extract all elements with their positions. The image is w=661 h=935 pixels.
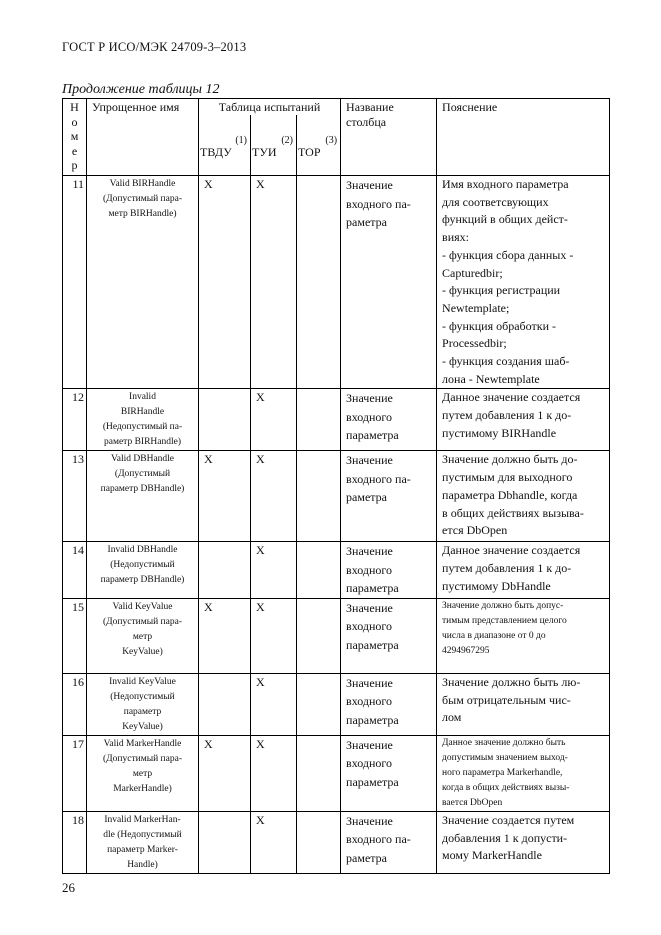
test-mark-1 [199, 811, 251, 873]
header-num-letter: р [71, 158, 78, 172]
column-name-line: параметра [346, 637, 399, 652]
column-name-line: входного па- [346, 832, 411, 847]
test-mark-2: X [251, 451, 297, 542]
column-name-line: раметра [346, 850, 387, 865]
row-number: 16 [63, 673, 87, 735]
row-simplified-name [87, 735, 199, 811]
row-number: 15 [63, 598, 87, 673]
name-line: раметр BIRHandle) [103, 437, 182, 448]
test-mark-3 [297, 542, 341, 599]
name-line: параметр Marker- [107, 844, 178, 855]
name-line: параметр [123, 706, 162, 717]
row-column-name [341, 389, 437, 451]
explanation-line: - функция обработки - [442, 318, 556, 333]
document-header: ГОСТ Р ИСО/МЭК 24709-3–2013 [62, 40, 247, 54]
column-name-line: входного [346, 409, 393, 424]
name-line: BIRHandle [120, 407, 165, 418]
row-simplified-name [87, 811, 199, 873]
table-row [63, 673, 610, 735]
column-name-line: входного [346, 619, 393, 634]
tests-table [62, 98, 610, 874]
explanation-line: допустимым значением выход- [442, 752, 568, 763]
column-name-line: Значение [346, 178, 393, 192]
column-name-line: Значение [346, 453, 393, 468]
name-line: (Допустимый [114, 469, 171, 480]
row-explanation [437, 735, 610, 811]
column-name-line: Значение [346, 544, 393, 559]
name-line: Invalid [129, 392, 156, 403]
explanation-line: числа в диапазоне от 0 до [442, 630, 546, 641]
row-column-name [341, 673, 437, 735]
explanation-line: вается DbOpen [442, 797, 503, 808]
test-footnote: (1) [235, 135, 247, 146]
explanation-line: - функция сбора данных - [442, 247, 574, 262]
test-mark-3 [297, 811, 341, 873]
row-explanation [437, 598, 610, 673]
name-line: (Допустимый пара- [103, 753, 182, 764]
test-mark-1 [199, 673, 251, 735]
column-name-line: Значение [346, 391, 393, 406]
table-caption: Продолжение таблицы 12 [62, 82, 220, 97]
row-number: 13 [63, 451, 87, 542]
column-name-line: раметра [346, 490, 387, 505]
row-simplified-name [87, 598, 199, 673]
row-explanation [437, 389, 610, 451]
table-row [63, 389, 610, 451]
row-simplified-name [87, 542, 199, 599]
page-number: 26 [62, 880, 75, 895]
table-row [63, 735, 610, 811]
row-column-name [341, 598, 437, 673]
header-num [63, 99, 87, 176]
row-explanation [437, 673, 610, 735]
explanation-line: когда в общих действиях вызы- [442, 782, 570, 793]
explanation-line: Данное значение создается [442, 390, 581, 405]
name-line: Invalid MarkerHan- [104, 814, 181, 825]
column-name-line: Значение [346, 675, 393, 690]
table-row [63, 811, 610, 873]
explanation-line: функций в общих дейст- [442, 212, 568, 227]
test-mark-3 [297, 176, 341, 389]
name-line: (Недопустимый [110, 691, 175, 702]
row-simplified-name [87, 389, 199, 451]
explanation-line: мому MarkerHandle [442, 848, 542, 863]
name-line: MarkerHandle) [113, 783, 172, 794]
table-row [63, 598, 610, 673]
column-name-line: Значение [346, 737, 393, 752]
row-explanation [437, 811, 610, 873]
header-test-tvdu [199, 115, 251, 176]
row-number: 14 [63, 542, 87, 599]
name-line: Invalid KeyValue [109, 676, 176, 687]
name-line: (Недопустимый [110, 560, 175, 571]
name-line: dle (Недопустимый [103, 829, 182, 840]
test-mark-3 [297, 735, 341, 811]
test-mark-3 [297, 673, 341, 735]
explanation-line: параметра Dbhandle, когда [442, 487, 578, 502]
explanation-line: Данное значение создается [442, 543, 581, 558]
table-row [63, 542, 610, 599]
header-num-letter: е [71, 143, 78, 158]
name-line: метр BIRHandle) [108, 209, 177, 219]
test-mark-1: X [199, 598, 251, 673]
explanation-line: виях: [442, 230, 469, 245]
explanation-line: путем добавления 1 к до- [442, 561, 572, 576]
explanation-line: для соответсвующих [442, 194, 549, 209]
explanation-line: 4294967295 [442, 645, 490, 656]
test-footnote: (3) [325, 135, 338, 146]
test-mark-3 [297, 451, 341, 542]
test-mark-2: X [251, 735, 297, 811]
test-mark-1: X [199, 451, 251, 542]
column-name-line: параметра [346, 774, 399, 789]
table-row [63, 176, 610, 389]
header-tests-group: Таблица испытаний [199, 99, 341, 116]
explanation-line: бым отрицательным чис- [442, 692, 571, 707]
column-name-line: входного [346, 562, 393, 577]
name-line: Valid DBHandle [110, 454, 175, 465]
test-mark-2: X [251, 542, 297, 599]
row-simplified-name [87, 451, 199, 542]
column-name-line: Значение [346, 813, 393, 828]
header-test-tor [297, 115, 341, 176]
name-line: (Допустимый пара- [103, 194, 182, 204]
row-simplified-name [87, 176, 199, 389]
row-explanation [437, 451, 610, 542]
row-column-name [341, 451, 437, 542]
test-mark-2: X [251, 598, 297, 673]
test-mark-2: X [251, 673, 297, 735]
explanation-line: пустимым для выходного [442, 470, 573, 485]
row-explanation [437, 176, 610, 389]
explanation-line: лом [442, 710, 462, 725]
column-name-line: параметра [346, 712, 399, 727]
explanation-line: добавления 1 к допусти- [442, 830, 568, 845]
explanation-line: - функция регистрации [442, 283, 561, 298]
column-name-line: параметра [346, 581, 399, 596]
name-line: KeyValue) [122, 721, 163, 732]
table-row [63, 451, 610, 542]
column-name-line: параметра [346, 428, 399, 443]
header-test-tui [251, 115, 297, 176]
name-line: Invalid DBHandle [107, 545, 178, 556]
explanation-line: пустимому BIRHandle [442, 425, 557, 440]
test-mark-2: X [251, 176, 297, 389]
row-number: 12 [63, 389, 87, 451]
test-mark-1: X [199, 735, 251, 811]
row-column-name [341, 542, 437, 599]
column-name-line: входного па- [346, 196, 411, 211]
column-name-line: входного [346, 694, 393, 709]
explanation-line: Значение должно быть допус- [442, 600, 564, 611]
test-footnote: (2) [281, 135, 293, 146]
row-simplified-name [87, 673, 199, 735]
explanation-line: ется DbOpen [442, 523, 508, 538]
test-label: ТОР [298, 145, 321, 159]
explanation-line: лона - Newtemplate [442, 371, 540, 386]
test-mark-3 [297, 598, 341, 673]
test-label: ТУИ [252, 145, 277, 159]
header-column-name: Название столбца [341, 99, 437, 176]
name-line: Handle) [127, 859, 158, 870]
explanation-line: Capturedbir; [442, 265, 503, 280]
column-name-line: входного па- [346, 471, 411, 486]
test-mark-1 [199, 542, 251, 599]
name-line: (Недопустимый па- [102, 422, 183, 433]
header-explanation: Пояснение [437, 99, 610, 176]
name-line: (Допустимый пара- [103, 616, 182, 627]
explanation-line: в общих действиях вызыва- [442, 505, 584, 520]
explanation-line: Значение должно быть лю- [442, 674, 581, 689]
explanation-line: Значение создается путем [442, 812, 575, 827]
column-name-line: входного [346, 756, 393, 771]
row-column-name [341, 811, 437, 873]
column-name-line: раметра [346, 215, 387, 229]
header-simplified-name: Упрощенное имя [87, 99, 199, 176]
column-name-line: Значение [346, 600, 393, 615]
name-line: метр [132, 631, 153, 642]
row-column-name [341, 735, 437, 811]
header-num-letter: о [71, 114, 78, 129]
explanation-line: тимым представлением целого [442, 615, 567, 626]
explanation-line: Имя входного параметра [442, 177, 569, 191]
name-line: параметр DBHandle) [100, 484, 185, 495]
test-mark-1 [199, 389, 251, 451]
explanation-line: Данное значение должно быть [442, 737, 566, 748]
row-explanation [437, 542, 610, 599]
row-number: 11 [63, 176, 87, 389]
explanation-line: ного параметра Markerhandle, [442, 767, 563, 778]
row-number: 18 [63, 811, 87, 873]
explanation-line: Newtemplate; [442, 300, 510, 315]
name-line: Valid BIRHandle [109, 179, 176, 189]
test-mark-1: X [199, 176, 251, 389]
header-num-letter: м [70, 129, 79, 143]
test-mark-3 [297, 389, 341, 451]
header-num-letter: Н [70, 100, 79, 114]
explanation-line: пустимому DbHandle [442, 578, 551, 593]
row-number: 17 [63, 735, 87, 811]
explanation-line: - функция создания шаб- [442, 354, 570, 369]
name-line: метр [132, 768, 153, 779]
test-mark-2: X [251, 811, 297, 873]
row-column-name [341, 176, 437, 389]
name-line: Valid MarkerHandle [103, 738, 182, 749]
name-line: параметр DBHandle) [100, 575, 185, 586]
explanation-line: Значение должно быть до- [442, 452, 578, 467]
name-line: Valid KeyValue [112, 601, 173, 612]
name-line: KeyValue) [122, 646, 163, 657]
test-label: ТВДУ [200, 145, 232, 159]
test-mark-2: X [251, 389, 297, 451]
header-row-1 [63, 99, 610, 116]
explanation-line: путем добавления 1 к до- [442, 408, 572, 423]
explanation-line: Processedbir; [442, 336, 507, 351]
